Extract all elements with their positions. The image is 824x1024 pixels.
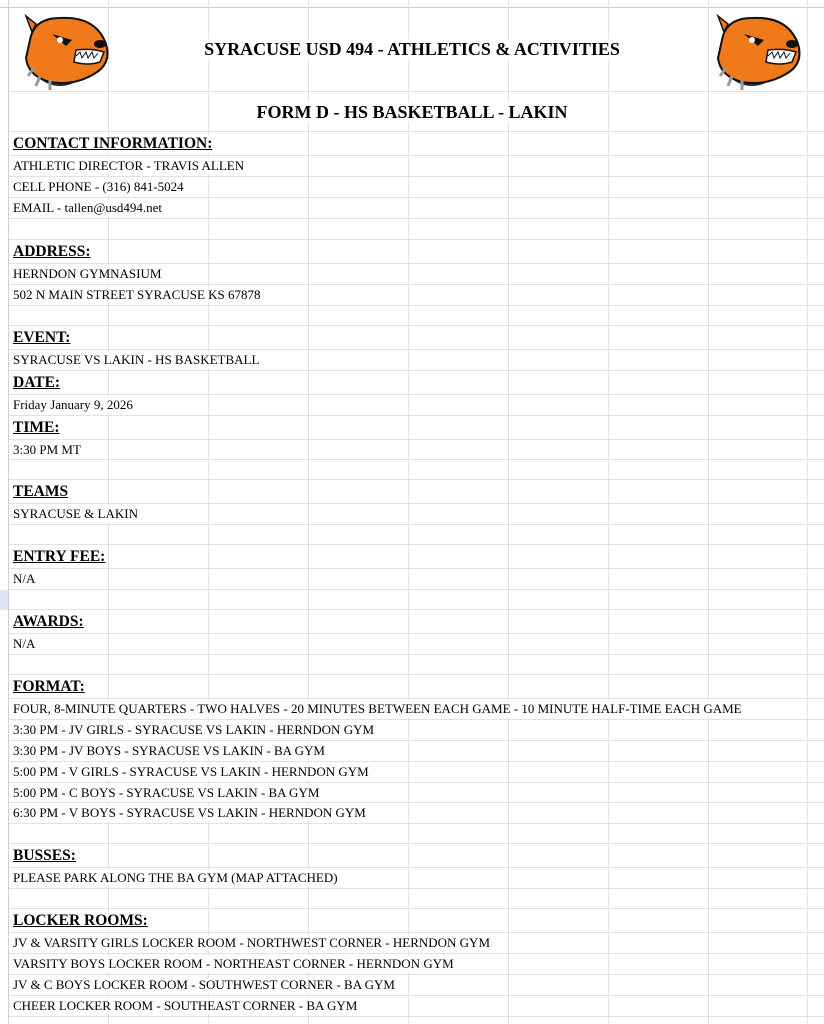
event-value: SYRACUSE VS LAKIN - HS BASKETBALL bbox=[9, 352, 259, 368]
venue-name: HERNDON GYMNASIUM bbox=[9, 266, 161, 282]
selected-row-marker bbox=[0, 590, 8, 610]
locker-room-item: JV & C BOYS LOCKER ROOM - SOUTHWEST CORNER - BA GYM bbox=[9, 977, 395, 993]
section-heading-row[interactable] bbox=[9, 545, 824, 569]
entry-fee-value: N/A bbox=[9, 571, 35, 587]
awards-value: N/A bbox=[9, 636, 35, 652]
game-schedule-item: 3:30 PM - JV BOYS - SYRACUSE VS LAKIN - BA GYM bbox=[9, 743, 325, 759]
section-heading-row[interactable] bbox=[9, 326, 824, 350]
busses-value: PLEASE PARK ALONG THE BA GYM (MAP ATTACHED) bbox=[9, 870, 338, 886]
locker-room-item: JV & VARSITY GIRLS LOCKER ROOM - NORTHWEST CORNER - HERNDON GYM bbox=[9, 935, 490, 951]
teams-value: SYRACUSE & LAKIN bbox=[9, 506, 138, 522]
section-heading-row[interactable] bbox=[9, 844, 824, 868]
list-item[interactable] bbox=[9, 177, 824, 198]
section-heading-row[interactable] bbox=[9, 240, 824, 264]
section-heading-row[interactable] bbox=[9, 909, 824, 933]
empty-row[interactable] bbox=[9, 460, 824, 480]
list-item[interactable] bbox=[9, 634, 824, 655]
list-item[interactable] bbox=[9, 762, 824, 783]
list-item[interactable] bbox=[9, 975, 824, 996]
bulldog-logo-right bbox=[706, 10, 806, 92]
empty-row[interactable] bbox=[9, 655, 824, 675]
address-heading: ADDRESS: bbox=[9, 243, 91, 261]
time-heading: TIME: bbox=[9, 419, 60, 437]
time-value: 3:30 PM MT bbox=[9, 442, 81, 458]
list-item[interactable] bbox=[9, 933, 824, 954]
event-heading: EVENT: bbox=[9, 329, 70, 347]
empty-row[interactable] bbox=[9, 525, 824, 545]
list-item[interactable] bbox=[9, 996, 824, 1017]
list-item[interactable] bbox=[9, 504, 824, 525]
list-item[interactable] bbox=[9, 699, 824, 720]
empty-row[interactable] bbox=[9, 590, 824, 610]
street-address: 502 N MAIN STREET SYRACUSE KS 67878 bbox=[9, 287, 261, 303]
list-item[interactable] bbox=[9, 803, 824, 824]
email: EMAIL - tallen@usd494.net bbox=[9, 200, 162, 216]
awards-heading: AWARDS: bbox=[9, 613, 84, 631]
section-heading-row[interactable] bbox=[9, 132, 824, 156]
date-heading: DATE: bbox=[9, 374, 60, 392]
list-item[interactable] bbox=[9, 783, 824, 803]
cell-phone: CELL PHONE - (316) 841-5024 bbox=[9, 179, 184, 195]
empty-row[interactable] bbox=[9, 219, 824, 240]
contact-heading: CONTACT INFORMATION: bbox=[9, 135, 212, 153]
empty-row[interactable] bbox=[9, 889, 824, 909]
list-item[interactable] bbox=[9, 720, 824, 741]
busses-heading: BUSSES: bbox=[9, 847, 76, 865]
section-heading-row[interactable] bbox=[9, 675, 824, 699]
format-heading: FORMAT: bbox=[9, 678, 85, 696]
list-item[interactable] bbox=[9, 350, 824, 371]
game-schedule-item: 3:30 PM - JV GIRLS - SYRACUSE VS LAKIN - HERNDON GYM bbox=[9, 722, 374, 738]
bulldog-logo-left bbox=[14, 10, 114, 92]
section-heading-row[interactable] bbox=[9, 416, 824, 440]
section-heading-row[interactable] bbox=[9, 480, 824, 504]
section-heading-row[interactable] bbox=[9, 610, 824, 634]
game-schedule-item: 5:00 PM - C BOYS - SYRACUSE VS LAKIN - BA GYM bbox=[9, 785, 319, 801]
empty-row[interactable] bbox=[9, 824, 824, 844]
page-title: SYRACUSE USD 494 - ATHLETICS & ACTIVITIES bbox=[204, 39, 620, 59]
list-item[interactable] bbox=[9, 954, 824, 975]
list-item[interactable] bbox=[9, 264, 824, 285]
teams-heading: TEAMS bbox=[9, 483, 68, 501]
locker-room-item: CHEER LOCKER ROOM - SOUTHEAST CORNER - BA GYM bbox=[9, 998, 357, 1014]
locker-room-item: VARSITY BOYS LOCKER ROOM - NORTHEAST CORNER - HERNDON GYM bbox=[9, 956, 454, 972]
game-schedule-item: 6:30 PM - V BOYS - SYRACUSE VS LAKIN - HERNDON GYM bbox=[9, 805, 366, 821]
list-item[interactable] bbox=[9, 741, 824, 762]
list-item[interactable] bbox=[9, 395, 824, 416]
list-item[interactable] bbox=[9, 198, 824, 219]
list-item[interactable] bbox=[9, 868, 824, 889]
entry-fee-heading: ENTRY FEE: bbox=[9, 548, 105, 566]
form-title: FORM D - HS BASKETBALL - LAKIN bbox=[256, 102, 568, 122]
game-schedule-item: 5:00 PM - V GIRLS - SYRACUSE VS LAKIN - HERNDON GYM bbox=[9, 764, 369, 780]
locker-rooms-heading: LOCKER ROOMS: bbox=[9, 912, 148, 930]
format-rules: FOUR, 8-MINUTE QUARTERS - TWO HALVES - 20 MINUTES BETWEEN EACH GAME - 10 MINUTE HALF-TIME EACH GAME bbox=[9, 701, 742, 717]
list-item[interactable] bbox=[9, 156, 824, 177]
athletic-director: ATHLETIC DIRECTOR - TRAVIS ALLEN bbox=[9, 158, 244, 174]
empty-row[interactable] bbox=[9, 306, 824, 326]
list-item[interactable] bbox=[9, 285, 824, 306]
list-item[interactable] bbox=[9, 569, 824, 590]
section-heading-row[interactable] bbox=[9, 371, 824, 395]
list-item[interactable] bbox=[9, 440, 824, 460]
date-value: Friday January 9, 2026 bbox=[9, 397, 133, 413]
sheet-top-strip bbox=[0, 0, 824, 8]
